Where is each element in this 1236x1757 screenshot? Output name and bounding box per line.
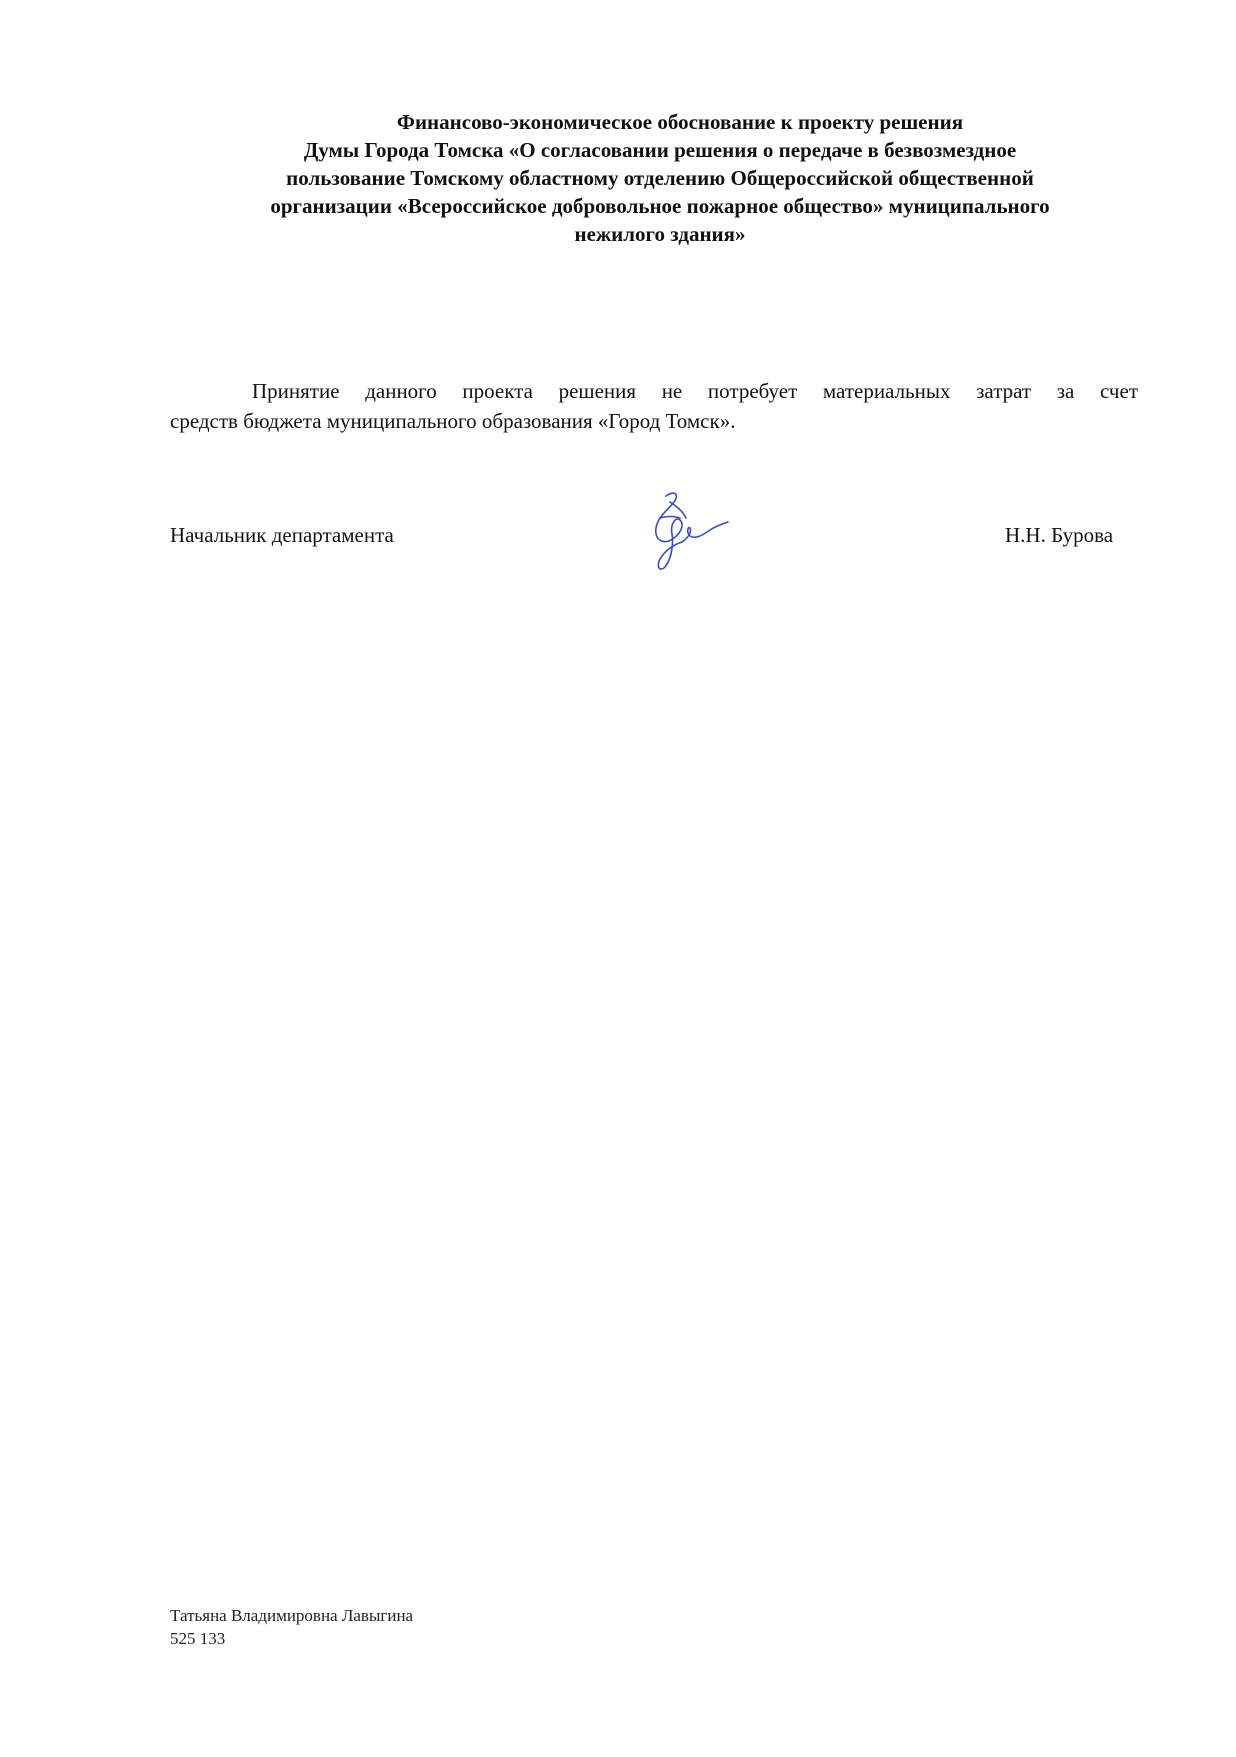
executor-name: Татьяна Владимировна Лавыгина: [170, 1606, 414, 1625]
body-line-2: средств бюджета муниципального образования «Город Томск».: [170, 409, 736, 433]
body-paragraph: [170, 376, 1138, 436]
executor-phone: 525 133: [170, 1629, 226, 1648]
title-line-1: Финансово-экономическое обоснование к проекту решения: [396, 110, 964, 134]
signatory-position: Начальник департамента: [170, 523, 394, 547]
title-line-3: пользование Томскому областному отделению Общероссийской общественной: [286, 166, 1034, 190]
document-title: [170, 108, 1150, 248]
body-line-1: Принятие данного проекта решения не потребует материальных затрат за счет: [252, 379, 1138, 403]
executor-block: [170, 1604, 413, 1650]
title-line-2: Думы Города Томска «О согласовании решения о передаче в безвозмездное: [303, 138, 1017, 162]
signatory-name: Н.Н. Бурова: [1005, 523, 1114, 547]
handwritten-signature: [630, 488, 730, 573]
title-line-4: организации «Всероссийское добровольное пожарное общество» муниципального: [270, 194, 1050, 218]
title-line-5: нежилого здания»: [574, 222, 746, 246]
